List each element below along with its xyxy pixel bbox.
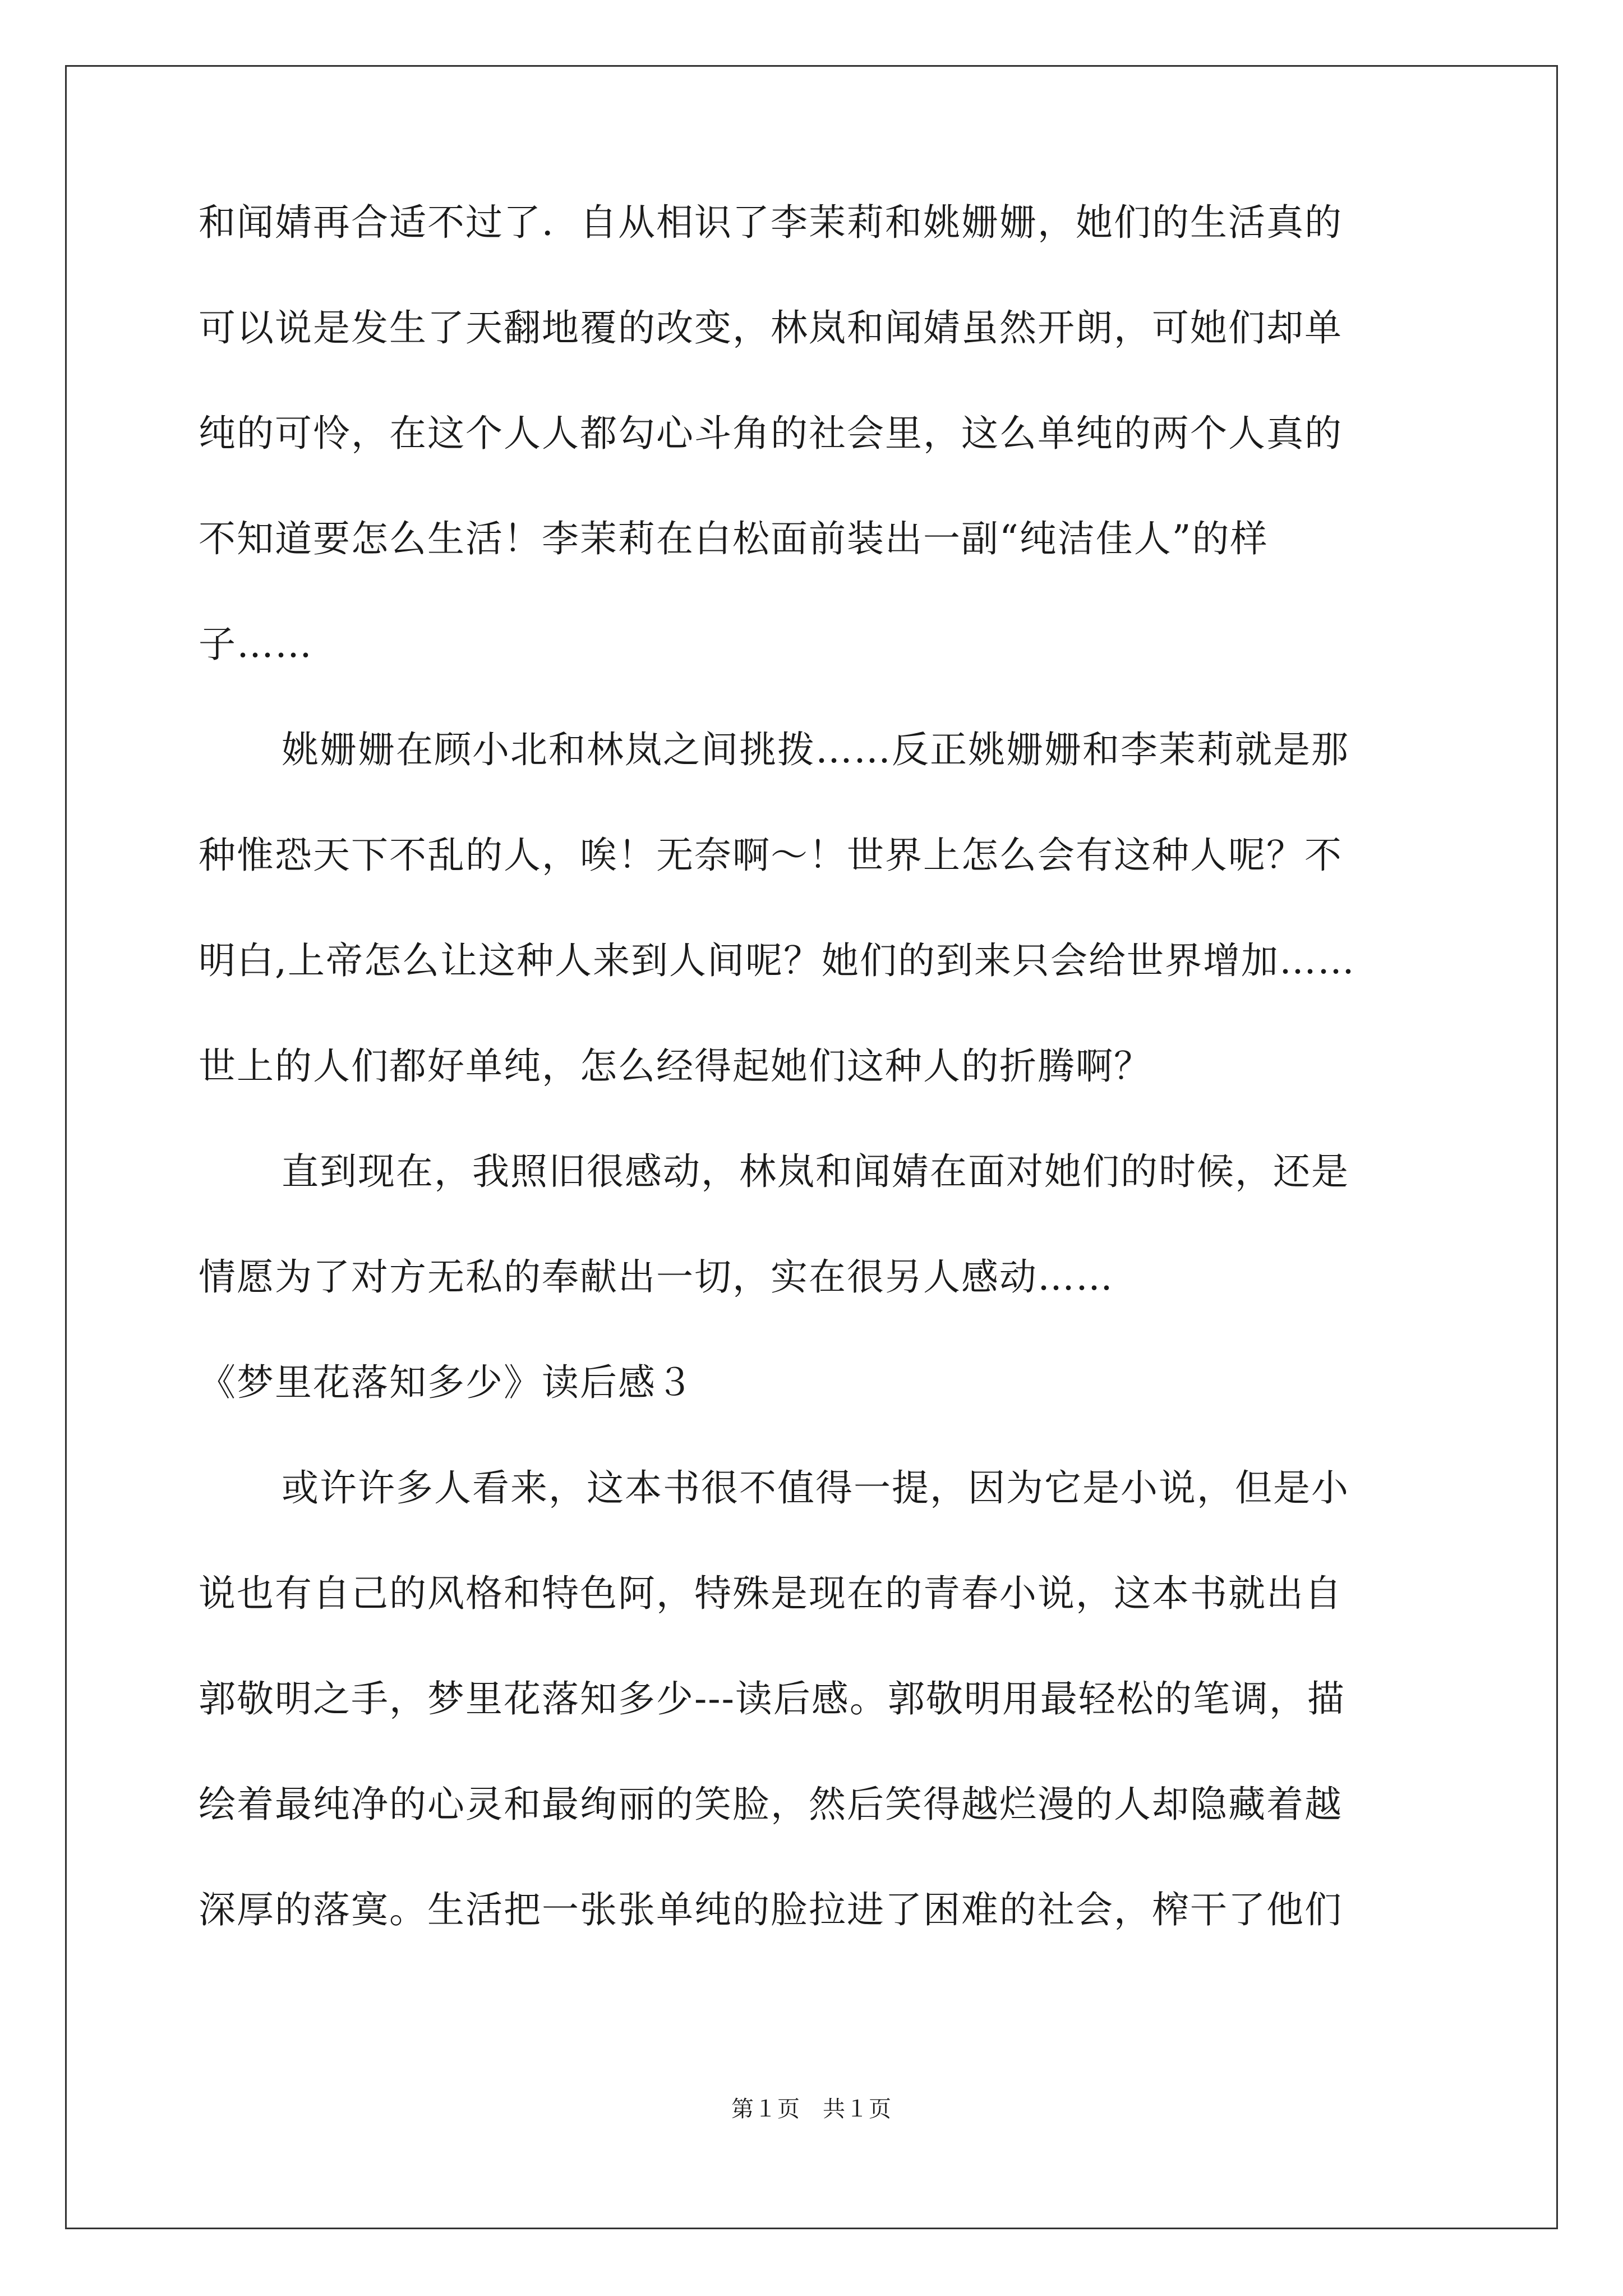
page-footer xyxy=(0,2091,1623,2123)
paragraph xyxy=(199,1467,1430,1995)
paragraph xyxy=(199,202,1430,729)
paragraph xyxy=(199,729,1430,1151)
text-line: 子…… xyxy=(199,624,313,665)
text-line: 世上的人们都好单纯，怎么经得起她们这种人的折腾啊？ xyxy=(199,1046,1152,1087)
text-line: 明白,上帝怎么让这种人来到人间呢？她们的到来只会给世界增加…… xyxy=(199,940,1355,982)
paragraph xyxy=(199,1151,1430,1362)
text-line: 情愿为了对方无私的奉献出一切，实在很另人感动…… xyxy=(199,1257,1114,1298)
text-line: 不知道要怎么生活！李茉莉在白松面前装出一副“纯洁佳人”的样 xyxy=(199,518,1269,560)
text-line: 深厚的落寞。生活把一张张单纯的脸拉进了困难的社会，榨干了他们 xyxy=(199,1889,1343,1931)
text-line: 说也有自己的风格和特色阿，特殊是现在的青春小说，这本书就出自 xyxy=(199,1573,1343,1614)
text-line: 和闻婧再合适不过了．自从相识了李茉莉和姚姗姗，她们的生活真的 xyxy=(199,202,1343,243)
text-line: 可以说是发生了天翻地覆的改变，林岚和闻婧虽然开朗，可她们却单 xyxy=(199,307,1343,349)
text-line: 直到现在，我照旧很感动，林岚和闻婧在面对她们的时候，还是 xyxy=(282,1151,1349,1193)
text-line: 种惟恐天下不乱的人，唉！无奈啊～！世界上怎么会有这种人呢？不 xyxy=(199,835,1343,876)
section-heading: 《梦里花落知多少》读后感３ xyxy=(199,1362,694,1404)
text-line: 或许许多人看来，这本书很不值得一提，因为它是小说，但是小 xyxy=(282,1467,1349,1509)
text-line: 纯的可怜，在这个人人都勾心斗角的社会里，这么单纯的两个人真的 xyxy=(199,413,1343,454)
text-line: 姚姗姗在顾小北和林岚之间挑拨……反正姚姗姗和李茉莉就是那 xyxy=(282,729,1349,771)
text-line: 绘着最纯净的心灵和最绚丽的笑脸，然后笑得越烂漫的人却隐藏着越 xyxy=(199,1784,1343,1825)
document-body xyxy=(199,202,1430,1995)
text-line: 郭敬明之手，梦里花落知多少---读后感。郭敬明用最轻松的笔调，描 xyxy=(199,1678,1345,1720)
page-total: 共１页 xyxy=(823,2096,892,2122)
page-number: 第１页 xyxy=(731,2096,800,2122)
